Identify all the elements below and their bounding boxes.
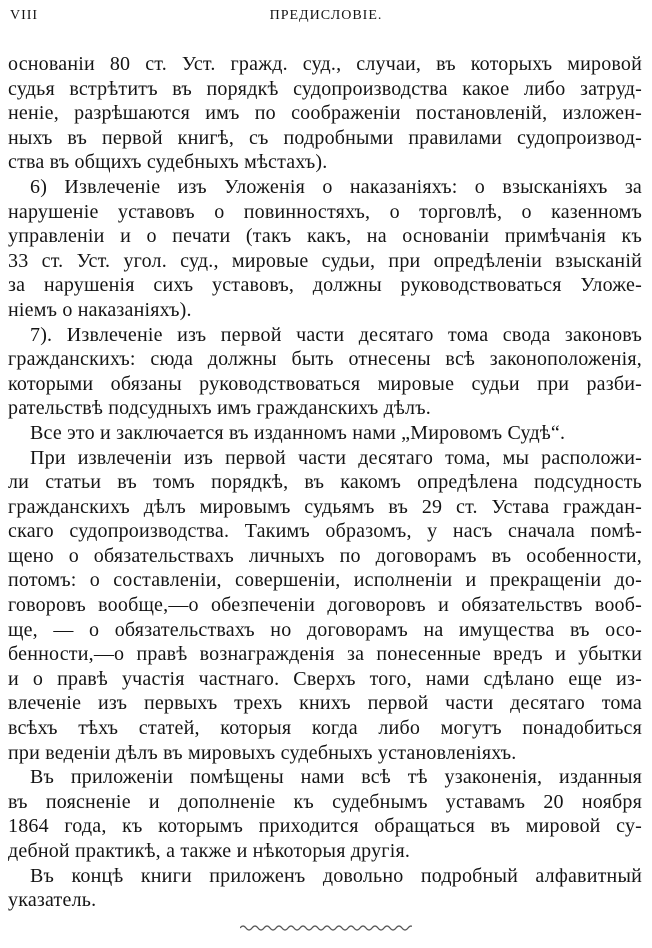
text-line: которыми обязаны руководствоваться мировые судьи при разби- bbox=[8, 372, 642, 395]
text-line: рательствѣ подсудныхъ имъ гражданскихъ дѣлъ. bbox=[8, 397, 431, 420]
text-line: ще, — о обязательствахъ но договорамъ на имущества въ осо- bbox=[8, 618, 642, 641]
text-line: въ поясненiе и дополненiе къ судебнымъ уставамъ 20 ноября bbox=[8, 790, 642, 813]
running-title: ПРЕДИСЛОВІЕ. bbox=[269, 8, 383, 23]
text-line: основанiи 80 ст. Уст. гражд. суд., случаи, въ которыхъ мировой bbox=[8, 53, 642, 75]
text-line: скаго судопроизводства. Такимъ образомъ, у насъ сначала помѣ- bbox=[8, 520, 642, 543]
text-line: При извлеченiи изъ первой части десятаго тома, мы расположи- bbox=[30, 446, 642, 469]
text-line: Въ приложенiи помѣщены нами всѣ тѣ узаконенiя, изданныя bbox=[30, 766, 642, 789]
text-line: говоровъ вообще,—о обезпеченiи договоровъ и обязательствъ вооб- bbox=[8, 594, 642, 617]
text-line: ли статьи въ томъ порядкѣ, въ какомъ опредѣлена подсудность bbox=[8, 471, 642, 494]
text-line: ненiе, разрѣшаются имъ по соображенiи постановленiй, изложен- bbox=[8, 102, 642, 125]
text-line: указатель. bbox=[8, 889, 97, 912]
text-line: 6) Извлеченiе изъ Уложенiя о наказанiяхъ: о взысканiяхъ за bbox=[30, 175, 642, 198]
text-line: за нарушенiя сихъ уставовъ, должны руководствоваться Уложе- bbox=[8, 274, 642, 297]
text-line: влеченiе изъ первыхъ трехъ книхъ первой части десятаго тома bbox=[8, 692, 642, 715]
text-line: управленiи и о печати (такъ какъ, на основанiи примѣчанiя къ bbox=[8, 225, 642, 248]
text-line: 1864 года, къ которымъ приходится обращаться въ мировой су- bbox=[8, 815, 642, 838]
body-text bbox=[8, 52, 642, 913]
text-line: 33 ст. Уст. угол. суд., мировые судьи, при опредѣленiи взысканiй bbox=[8, 249, 642, 272]
text-line: Въ концѣ книги приложенъ довольно подробный алфавитный bbox=[30, 864, 642, 887]
text-line: ныхъ въ первой книгѣ, съ подробными правилами судопроизвод- bbox=[8, 126, 642, 149]
text-line: нарушенiе уставовъ о повинностяхъ, о торговлѣ, о казенномъ bbox=[8, 200, 642, 223]
end-ornament bbox=[240, 922, 412, 934]
text-line: нiемъ о наказанiяхъ). bbox=[8, 298, 192, 321]
text-line: бенности,—о правѣ вознагражденiя за понесенные вредъ и убытки bbox=[8, 643, 642, 666]
text-line: при веденiи дѣлъ въ мировыхъ судебныхъ установленiяхъ. bbox=[8, 741, 517, 764]
text-line: дебной практикѣ, а также и нѣкоторыя другiя. bbox=[8, 840, 411, 862]
text-line: судья встрѣтитъ въ порядкѣ судопроизводства какое либо затруд- bbox=[8, 77, 642, 100]
text-line: ства въ общихъ судебныхъ мѣстахъ). bbox=[8, 151, 328, 174]
text-line: потомъ: о составленiи, совершенiи, исполненiи и прекращенiи до- bbox=[8, 569, 642, 592]
text-line: 7). Извлеченiе изъ первой части десятаго тома свода законовъ bbox=[30, 323, 642, 346]
page-number: VIII bbox=[10, 8, 39, 23]
text-line: гражданскихъ: сюда должны быть отнесены всѣ законоположенiя, bbox=[8, 348, 642, 371]
text-line: всѣхъ тѣхъ статей, которыя когда либо могутъ понадобиться bbox=[8, 717, 642, 740]
text-line: гражданскихъ дѣлъ мировымъ судьямъ въ 29 ст. Устава граждан- bbox=[8, 495, 642, 518]
text-line: щено о обязательствахъ личныхъ по договорамъ въ особенности, bbox=[8, 544, 642, 567]
text-line: Все это и заключается въ изданномъ нами „Мировомъ Судѣ“. bbox=[30, 421, 566, 444]
text-line: и о правѣ участiя частнаго. Сверхъ того, нами сдѣлано еще из- bbox=[8, 667, 642, 690]
